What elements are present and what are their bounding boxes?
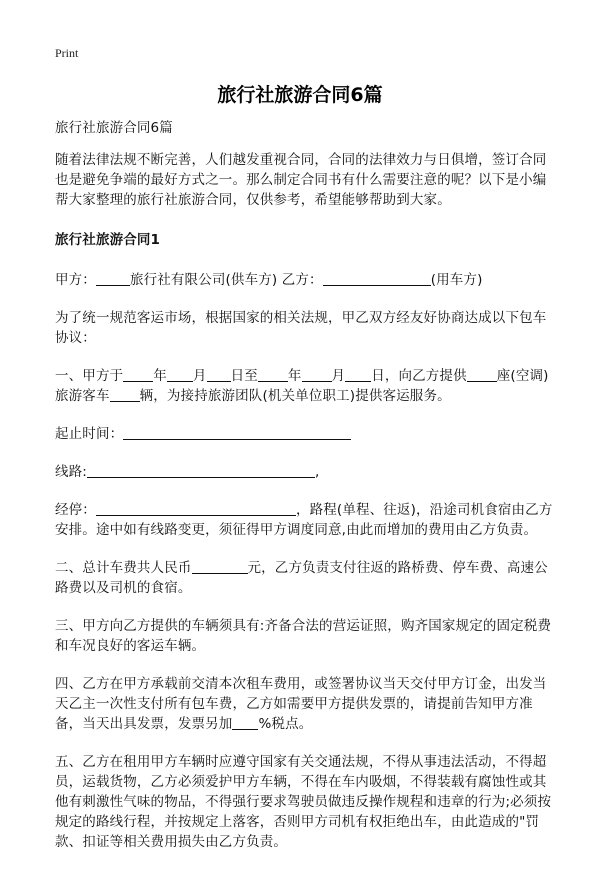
route-label: 线路: [55,464,87,480]
year-end-label: 年 [287,368,302,384]
month-label: 月 [192,368,207,384]
document-body [55,118,555,870]
clause-1 [55,366,555,406]
day-end-blank [345,367,371,382]
print-link[interactable]: Print [55,46,79,60]
year-end-blank [258,367,288,382]
party-a-label: 甲方： [55,272,96,288]
purpose-paragraph: 为了统一规范客运市场，根据国家的相关法规，甲乙双方经友好协商达成以下包车协议： [55,310,547,346]
route-line [55,462,555,482]
seat-count-blank [467,367,497,382]
month-blank [167,367,193,382]
year-label: 年 [153,368,167,384]
month-end-label: 月 [331,368,346,384]
via-label: 经停： [55,502,96,518]
clause-4 [55,674,555,734]
route-blank [87,463,315,478]
clause-4-prefix: 四、乙方在甲方承载前交清本次租车费用，或签署协议当天交付甲方订金，出发当天乙主一次性支付所有包车费，乙方如需要甲方提供发票的，请提前告知甲方准备，当天出具发票，发票另加 [55,676,547,732]
start-time-blank [123,425,351,440]
intro-paragraph: 随着法律法规不断完善，人们越发重视合同，合同的法律效力与日俱增，签订合同也是避免争端的最好方式之一。那么制定合同书有什么需要注意的呢？以下是小编帮大家整理的旅行社旅游合同，仅供参考，希望能够帮助到大家。 [55,152,547,208]
clause-1-prefix: 一、甲方于 [55,368,124,384]
route-end-comma: , [315,464,320,480]
section-heading: 旅行社旅游合同1 [55,232,161,248]
via-paragraph [55,500,555,540]
via-text: ，路程(单程、往返)，沿途司机食宿由乙方安排。途中如有线路变更，须征得甲方调度同意,由此而增加的费用由乙方负责。 [55,502,553,538]
document-subtitle: 旅行社旅游合同6篇 [55,120,173,136]
party-b-role: (用车方) [430,272,483,288]
party-a-name: 旅行社有限公司(供车方) [129,272,278,288]
start-time-label: 起止时间： [55,426,124,442]
parties-line [55,270,555,290]
clause-2 [55,558,555,598]
party-b-blank [323,271,431,286]
party-b-label: 乙方： [277,272,323,288]
clause-3: 三、甲方向乙方提供的车辆须具有:齐备合法的营运证照，购齐国家规定的固定税费和车况良好的客运车辆。 [55,618,552,654]
month-end-blank [302,367,332,382]
day-end-label: 日，向乙方提供 [371,368,467,384]
seat-label: 座(空调)旅游客车 [55,368,549,404]
party-a-blank [96,271,130,286]
clause-4-text: %税点。 [258,716,313,732]
tax-rate-blank [232,715,258,730]
clause-2-prefix: 二、总计车费共人民币 [55,560,192,576]
start-time-line [55,424,555,444]
total-fare-blank [192,559,248,574]
day-to-label: 日至 [230,368,258,384]
document-title: 旅行社旅游合同6篇 [217,84,383,106]
vehicles-label: 辆，为接持旅游团队(机关单位职工)提供客运服务。 [139,388,451,404]
via-blank [96,501,296,516]
vehicle-count-blank [110,387,140,402]
year-blank [123,367,153,382]
day-start-blank [207,367,231,382]
clause-2-text: 元，乙方负责支付往返的路桥费、停车费、高速公路费以及司机的食宿。 [55,560,548,596]
clause-5: 五、乙方在租用甲方车辆时应遵守国家有关交通法规，不得从事违法活动，不得超员，运载货物，乙方必须爱护甲方车辆，不得在车内吸烟，不得装载有腐蚀性或其他有刺激性气味的物品，不得强行要求驾驶员做违反操作规程和违章的行为;必须按规定的路线行程，并按规定上落客，否则甲方司机有权拒绝出车，由此造成的"罚款、扣证等相关费用损失由乙方负责。 [55,754,552,850]
